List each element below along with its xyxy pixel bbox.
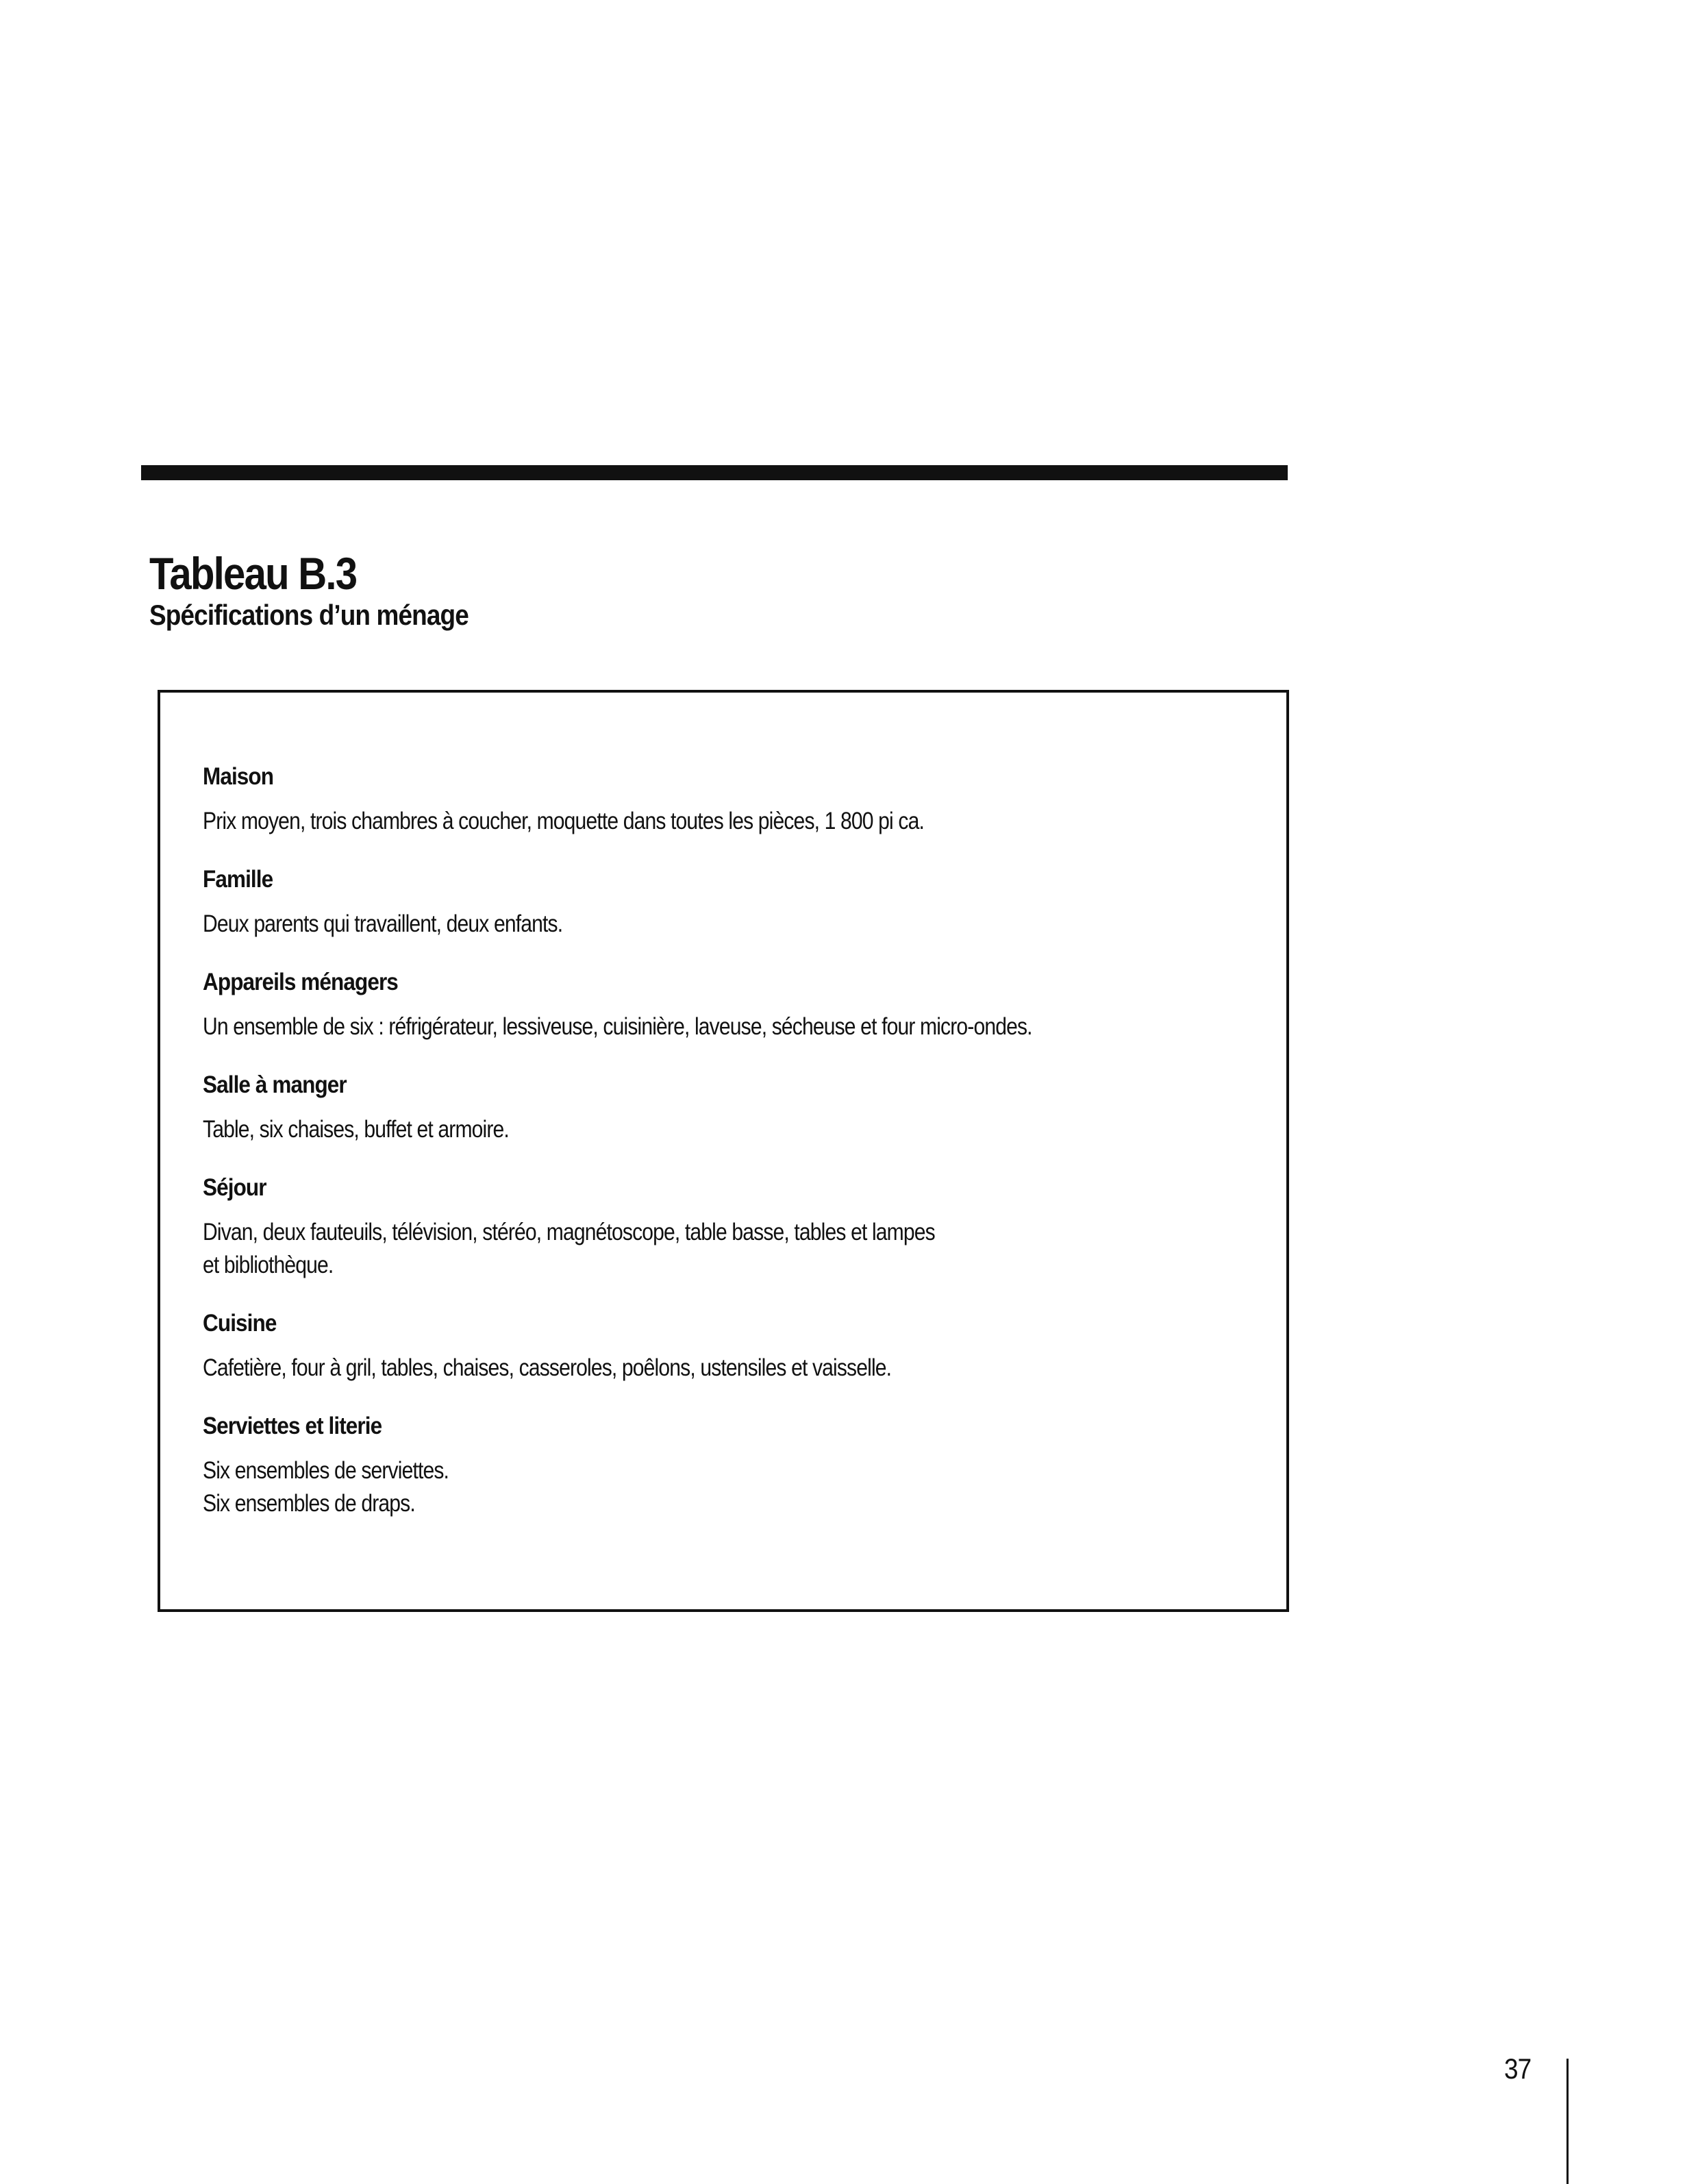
section-text: Six ensembles de serviettes. [203, 1457, 449, 1484]
section-text: Prix moyen, trois chambres à coucher, moquette dans toutes les pièces, 1 800 pi ca. [203, 808, 924, 834]
section-heading: Serviettes et literie [203, 1413, 382, 1439]
section-text: Divan, deux fauteuils, télévision, stéréo, magnétoscope, table basse, tables et lampes [203, 1219, 935, 1245]
section-text: Six ensembles de draps. [203, 1490, 415, 1517]
section-text: Un ensemble de six : réfrigérateur, lessiveuse, cuisinière, laveuse, sécheuse et four micro-ondes. [203, 1013, 1032, 1040]
page-number: 37 [1504, 2052, 1532, 2085]
section-famille [203, 864, 1230, 941]
section-text: Cafetière, four à gril, tables, chaises, casseroles, poêlons, ustensiles et vaisselle. [203, 1354, 892, 1381]
section-heading: Salle à manger [203, 1071, 347, 1098]
section-maison [203, 761, 1230, 838]
section-text: Deux parents qui travaillent, deux enfants. [203, 910, 563, 937]
section-salle-a-manger [203, 1069, 1230, 1146]
specifications-list [203, 761, 1230, 1546]
table-title: Tableau B.3 [149, 548, 357, 599]
table-heading [149, 548, 1108, 632]
section-serviettes-et-literie [203, 1411, 1230, 1520]
section-text: Table, six chaises, buffet et armoire. [203, 1116, 509, 1143]
section-text: et bibliothèque. [203, 1252, 334, 1278]
section-heading: Séjour [203, 1174, 266, 1201]
section-sejour [203, 1172, 1230, 1282]
section-heading: Cuisine [203, 1310, 277, 1337]
section-heading: Famille [203, 866, 273, 893]
section-heading: Appareils ménagers [203, 969, 398, 995]
margin-rule [1566, 2059, 1569, 2184]
section-cuisine [203, 1308, 1230, 1385]
table-subtitle: Spécifications d’un ménage [149, 599, 469, 631]
section-heading: Maison [203, 763, 274, 790]
specifications-box [158, 690, 1289, 1612]
section-appareils-menagers [203, 967, 1230, 1043]
top-rule [141, 465, 1288, 480]
